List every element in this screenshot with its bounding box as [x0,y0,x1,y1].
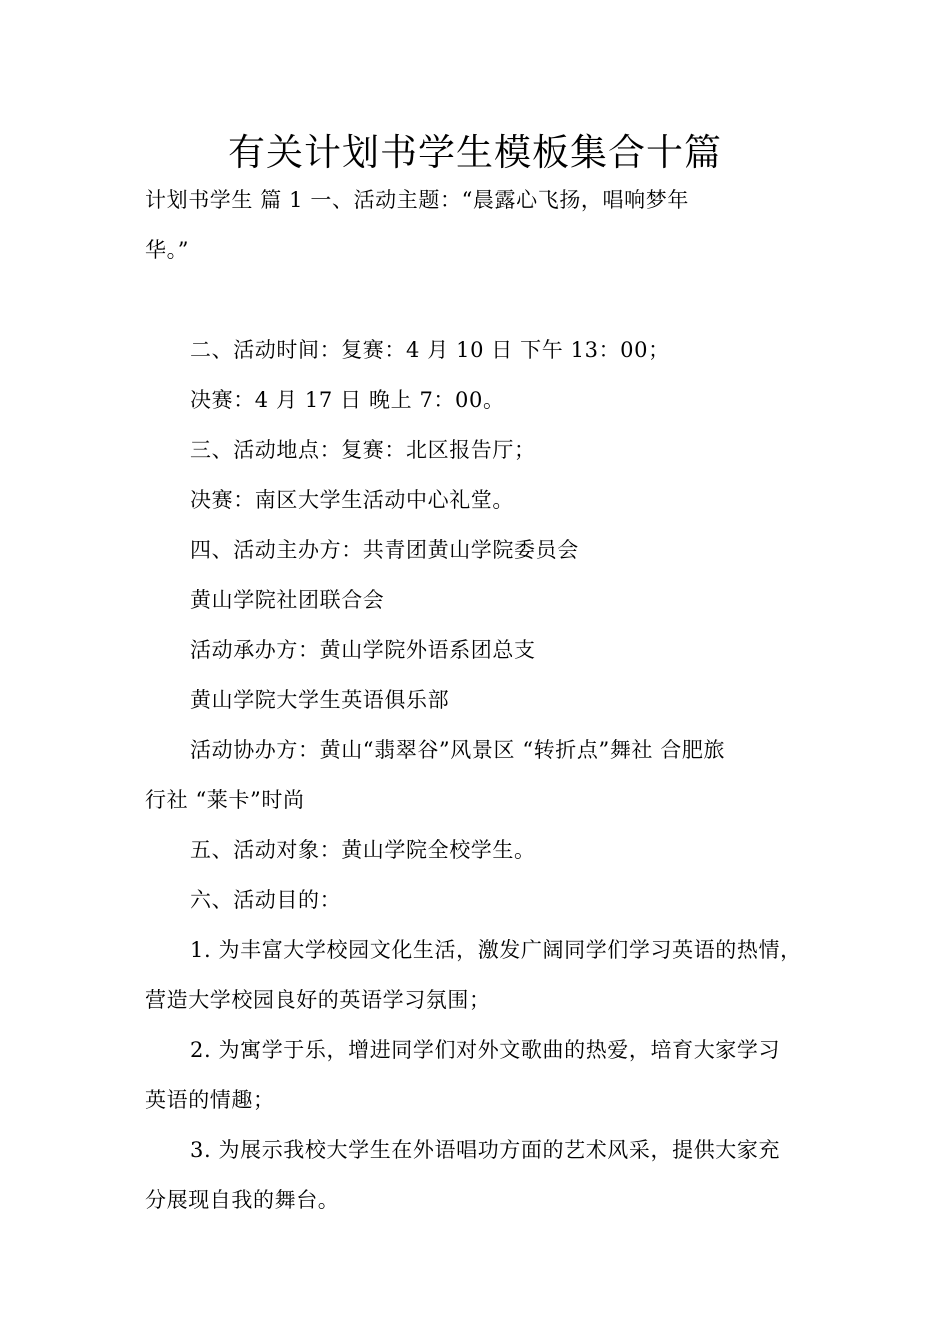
body-line: 计划书学生 篇 1 一、活动主题：“晨露心飞扬，唱响梦年 [145,188,689,212]
document-title: 有关计划书学生模板集合十篇 [228,131,722,174]
body-line: 决赛：4 月 17 日 晚上 7：00。 [190,388,505,412]
body-line: 2. 为寓学于乐，增进同学们对外文歌曲的热爱，培育大家学习 [190,1038,781,1062]
body-line: 活动协办方：黄山“翡翠谷”风景区 “转折点”舞社 合肥旅 [190,738,726,762]
body-line: 五、活动对象：黄山学院全校学生。 [190,838,536,862]
body-line: 华。” [145,238,190,262]
body-line: 黄山学院大学生英语俱乐部 [190,688,450,712]
body-line: 行社 “莱卡”时尚 [145,788,305,812]
body-line: 决赛：南区大学生活动中心礼堂。 [190,488,514,512]
body-line: 四、活动主办方：共青团黄山学院委员会 [190,538,579,562]
body-line: 分展现自我的舞台。 [145,1188,340,1212]
body-line: 黄山学院社团联合会 [190,588,385,612]
body-line: 六、活动目的： [190,888,342,912]
body-line: 营造大学校园良好的英语学习氛围； [145,988,491,1012]
body-line: 1. 为丰富大学校园文化生活，激发广阔同学们学习英语的热情， [190,938,802,962]
body-line: 活动承办方：黄山学院外语系团总支 [190,638,536,662]
body-line: 三、活动地点：复赛：北区报告厅； [190,438,536,462]
body-line: 英语的情趣； [145,1088,275,1112]
body-line: 3. 为展示我校大学生在外语唱功方面的艺术风采，提供大家充 [190,1138,781,1162]
body-line: 二、活动时间：复赛：4 月 10 日 下午 13：00； [190,338,670,362]
